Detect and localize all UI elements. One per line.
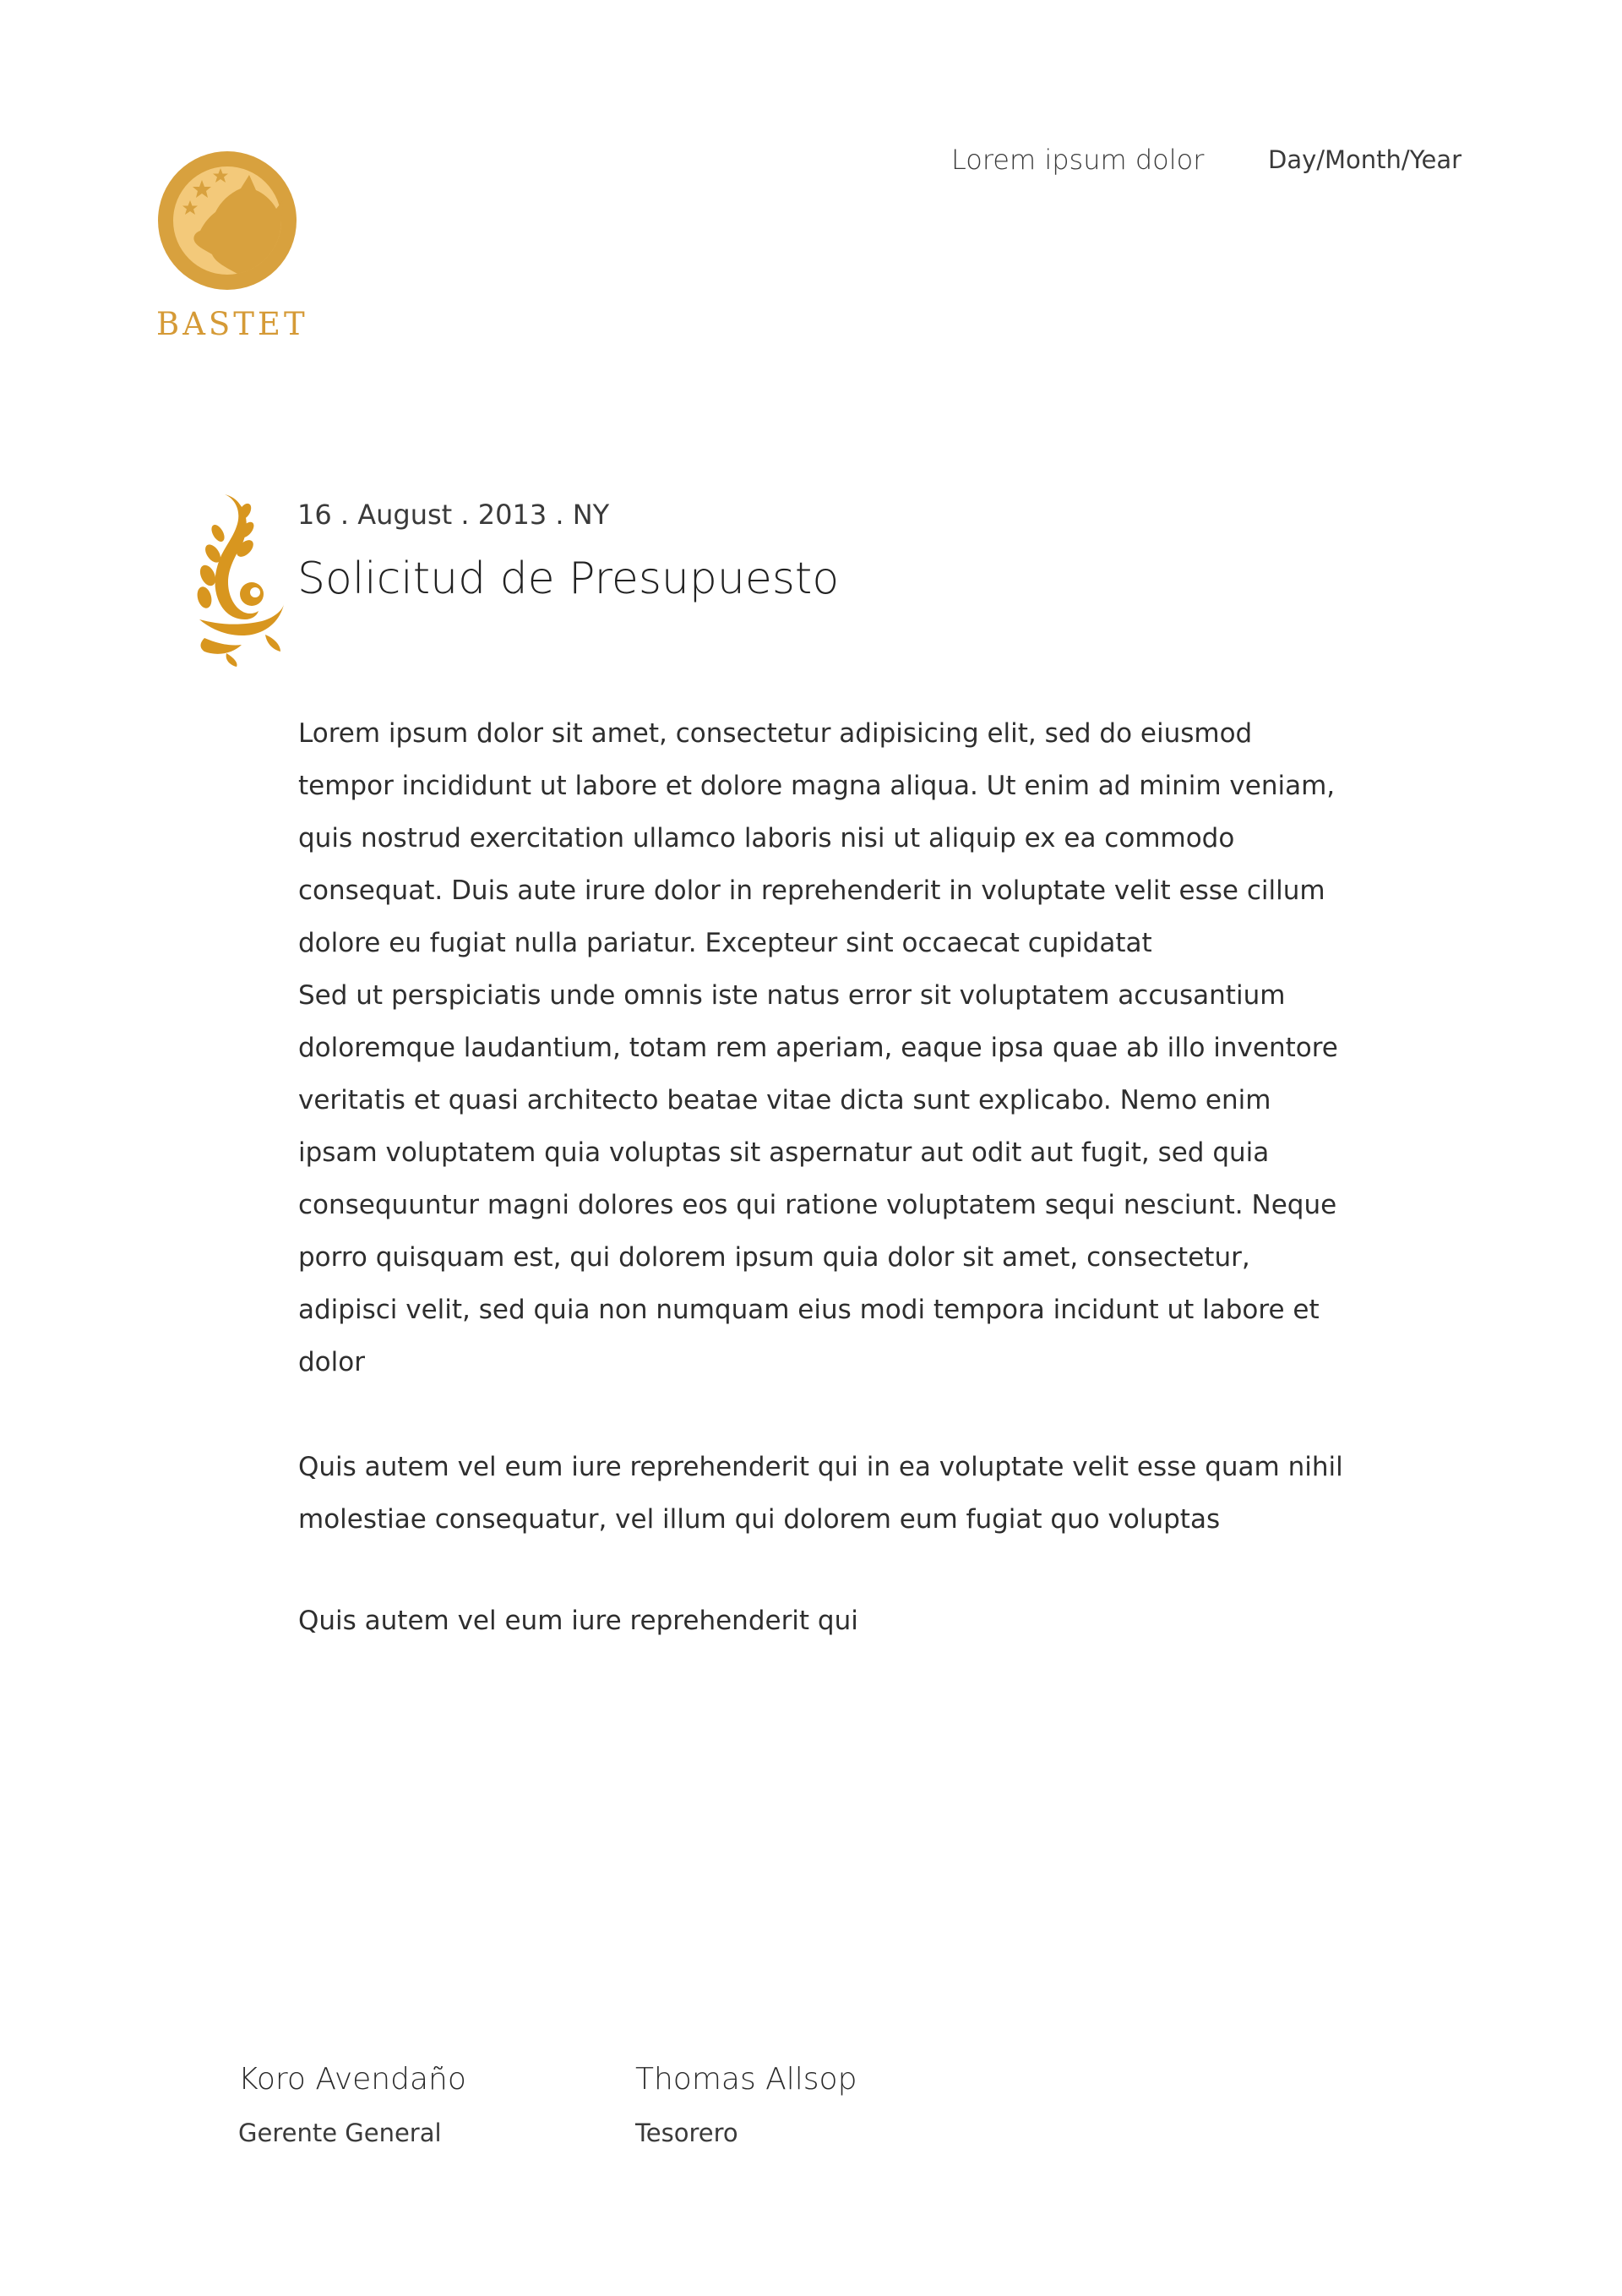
letter-title: Solicitud de Presupuesto	[297, 554, 840, 604]
letter-date: 16 . August . 2013 . NY	[297, 499, 610, 531]
letter-body	[298, 707, 1354, 1546]
signatory-role: Tesorero	[635, 2119, 738, 2147]
signatory-name: Thomas Allsop	[635, 2062, 857, 2097]
body-paragraph: Sed ut perspiciatis unde omnis iste natus error sit voluptatem accusantium doloremque laudantium, totam rem aperiam, eaque ipsa quae ab illo inventore veritatis et quasi architecto beatae vitae dicta sunt explicabo. Nemo enim ipsam voluptatem quia voluptas sit aspernatur aut odit aut fugit, sed quia consequuntur magni dolores eos qui ratione voluptatem sequi nesciunt. Neque porro quisquam est, qui dolorem ipsum quia dolor sit amet, consectetur, adipisci velit, sed quia non numquam eius modi tempora incidunt ut labore et dolor	[298, 980, 1338, 1377]
signatory-role: Gerente General	[238, 2119, 442, 2147]
laurel-ornament-icon	[193, 493, 286, 667]
signature-block	[635, 2062, 857, 2147]
brand-logo	[156, 150, 298, 292]
cat-medallion-icon	[156, 150, 298, 292]
header-date-placeholder: Day/Month/Year	[1268, 145, 1462, 174]
closing-line: Quis autem vel eum iure reprehenderit qui	[298, 1606, 858, 1636]
brand-name: BASTET	[156, 306, 308, 342]
body-paragraph: Lorem ipsum dolor sit amet, consectetur adipisicing elit, sed do eiusmod tempor incididunt ut labore et dolore magna aliqua. Ut enim ad minim veniam, quis nostrud exercitation ullamco laboris nisi ut aliquip ex ea commodo consequat. Duis aute irure dolor in reprehenderit in voluptate velit esse cillum dolore eu fugiat nulla pariatur. Excepteur sint occaecat cupidatat	[298, 718, 1336, 958]
signatory-name: Koro Avendaño	[238, 2062, 466, 2097]
signature-block	[238, 2062, 466, 2147]
body-paragraph: Quis autem vel eum iure reprehenderit qui in ea voluptate velit esse quam nihil molestiae consequatur, vel illum qui dolorem eum fugiat quo voluptas	[298, 1452, 1343, 1535]
header-company-text: Lorem ipsum dolor	[951, 144, 1205, 176]
